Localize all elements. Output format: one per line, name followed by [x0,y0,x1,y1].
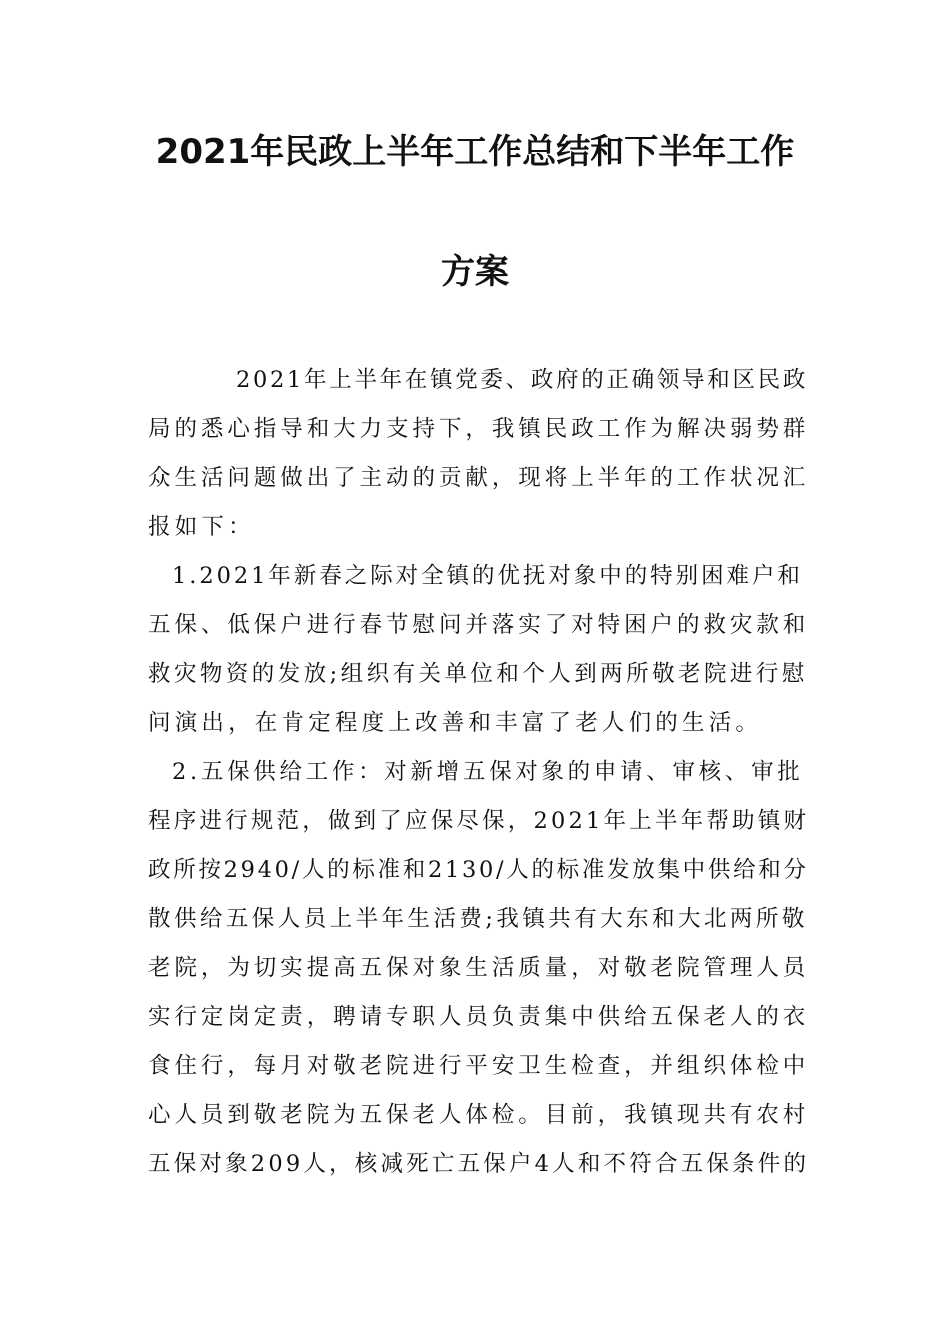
document-title-line-2: 方案 [441,252,509,292]
paragraph-3-line-1: 2.五保供给工作：对新增五保对象的申请、审核、审批 [172,759,804,785]
paragraph-3-line-2: 程序进行规范，做到了应保尽保，2021年上半年帮助镇财 [148,808,810,834]
paragraph-1-line-2: 局的悉心指导和大力支持下，我镇民政工作为解决弱势群 [148,416,810,442]
paragraph-1-line-4: 报如下： [148,514,255,540]
paragraph-3-line-9: 五保对象209人，核减死亡五保户4人和不符合五保条件的 [148,1151,810,1177]
paragraph-3-line-7: 食住行，每月对敬老院进行平安卫生检查，并组织体检中 [148,1053,810,1079]
paragraph-3-line-3: 政所按2940/人的标准和2130/人的标准发放集中供给和分 [148,857,809,883]
paragraph-3-line-8: 心人员到敬老院为五保老人体检。目前，我镇现共有农村 [148,1102,810,1128]
paragraph-3-line-6: 实行定岗定责，聘请专职人员负责集中供给五保老人的衣 [148,1004,810,1030]
paragraph-1-line-3: 众生活问题做出了主动的贡献，现将上半年的工作状况汇 [148,465,810,491]
paragraph-2-line-3: 救灾物资的发放;组织有关单位和个人到两所敬老院进行慰 [148,661,808,687]
paragraph-3-line-4: 散供给五保人员上半年生活费;我镇共有大东和大北两所敬 [148,906,808,932]
paragraph-2-line-2: 五保、低保户进行春节慰问并落实了对特困户的救灾款和 [148,612,810,638]
paragraph-2-line-1: 1.2021年新春之际对全镇的优抚对象中的特别困难户和 [172,563,803,589]
paragraph-2-line-4: 问演出，在肯定程度上改善和丰富了老人们的生活。 [148,710,763,736]
paragraph-3-line-5: 老院，为切实提高五保对象生活质量，对敬老院管理人员 [148,955,810,981]
paragraph-1-line-1: 2021年上半年在镇党委、政府的正确领导和区民政 [236,367,809,393]
document-title-line-1: 2021年民政上半年工作总结和下半年工作 [155,132,795,172]
